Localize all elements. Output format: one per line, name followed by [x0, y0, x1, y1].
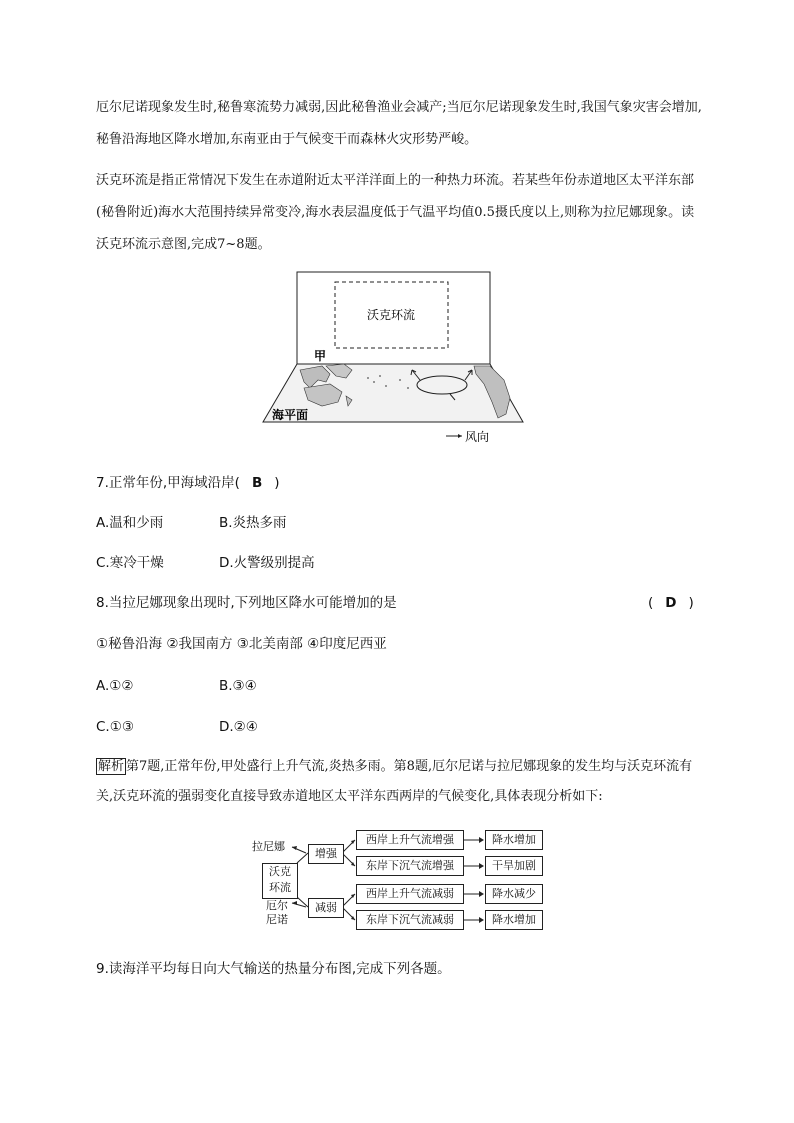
sea-surface-label: 海平面 [272, 408, 309, 422]
mid-box-3: 西岸上升气流减弱 [356, 884, 464, 904]
analysis-tag: 解析 [98, 759, 125, 774]
mid-box-2: 东岸下沉气流增强 [356, 856, 464, 876]
circulation-label: 沃克环流 [366, 308, 416, 322]
walker-flow-diagram [252, 825, 552, 937]
analysis-paragraph: 解析 第7题,正常年份,甲处盛行上升气流,炎热多雨。第8题,厄尔尼诺与拉尼娜现象的发生均与沃克环流有关,沃克环流的强弱变化直接导致赤道地区太平洋东西两岸的气候变化,具体表现分析如下: [96, 759, 693, 804]
question-8-answer: D [665, 595, 677, 611]
question-8-option-b: B.③④ [219, 678, 257, 694]
question-8-answer-area: ( D ) [648, 595, 694, 611]
question-7-option-a: A.温和少雨 [96, 515, 164, 531]
question-8-stem: 8.当拉尼娜现象出现时,下列地区降水可能增加的是 [96, 595, 397, 611]
la-nina-label: 拉尼娜 [252, 840, 285, 853]
question-7-answer: B [251, 475, 263, 491]
el-nino-label: 厄尔 尼诺 [266, 899, 288, 926]
result-box-3: 降水减少 [485, 884, 543, 904]
question-8-option-d: D.②④ [219, 719, 258, 735]
weaken-box: 减弱 [308, 898, 344, 918]
walker-circulation-box: 沃克 环流 [262, 863, 298, 899]
intro-paragraph-1: 厄尔尼诺现象发生时,秘鲁寒流势力减弱,因此秘鲁渔业会减产;当厄尔尼诺现象发生时,我国气象灾害会增加,秘鲁沿海地区降水增加,东南亚由于气候变干而森林火灾形势严峻。 [96, 100, 702, 147]
wind-legend-label: 风向 [465, 430, 490, 444]
question-7-option-b: B.炎热多雨 [219, 515, 287, 531]
question-8-items: ①秘鲁沿海 ②我国南方 ③北美南部 ④印度尼西亚 [96, 636, 387, 652]
strengthen-box: 增强 [308, 844, 344, 864]
question-8-option-c: C.①③ [96, 719, 134, 735]
result-box-1: 降水增加 [485, 830, 543, 850]
question-9-stem: 9.读海洋平均每日向大气输送的热量分布图,完成下列各题。 [96, 961, 451, 977]
mid-box-1: 西岸上升气流增强 [356, 830, 464, 850]
result-box-4: 降水增加 [485, 910, 543, 930]
sea-area-label: 甲 [314, 349, 327, 363]
question-7-option-c: C.寒冷干燥 [96, 555, 164, 571]
question-7-stem: 7.正常年份,甲海域沿岸( B ) [96, 475, 280, 491]
walker-circulation-figure [260, 270, 535, 455]
intro-paragraph-2: 沃克环流是指正常情况下发生在赤道附近太平洋洋面上的一种热力环流。若某些年份赤道地区太平洋东部(秘鲁附近)海水大范围持续异常变冷,海水表层温度低于气温平均值0.5摄氏度以上,则称为拉尼娜现象。读沃克环流示意图,完成7~8题。 [96, 173, 695, 252]
result-box-2: 干旱加剧 [485, 856, 543, 876]
mid-box-4: 东岸下沉气流减弱 [356, 910, 464, 930]
question-8-option-a: A.①② [96, 678, 134, 694]
question-7-option-d: D.火警级别提高 [219, 555, 315, 571]
